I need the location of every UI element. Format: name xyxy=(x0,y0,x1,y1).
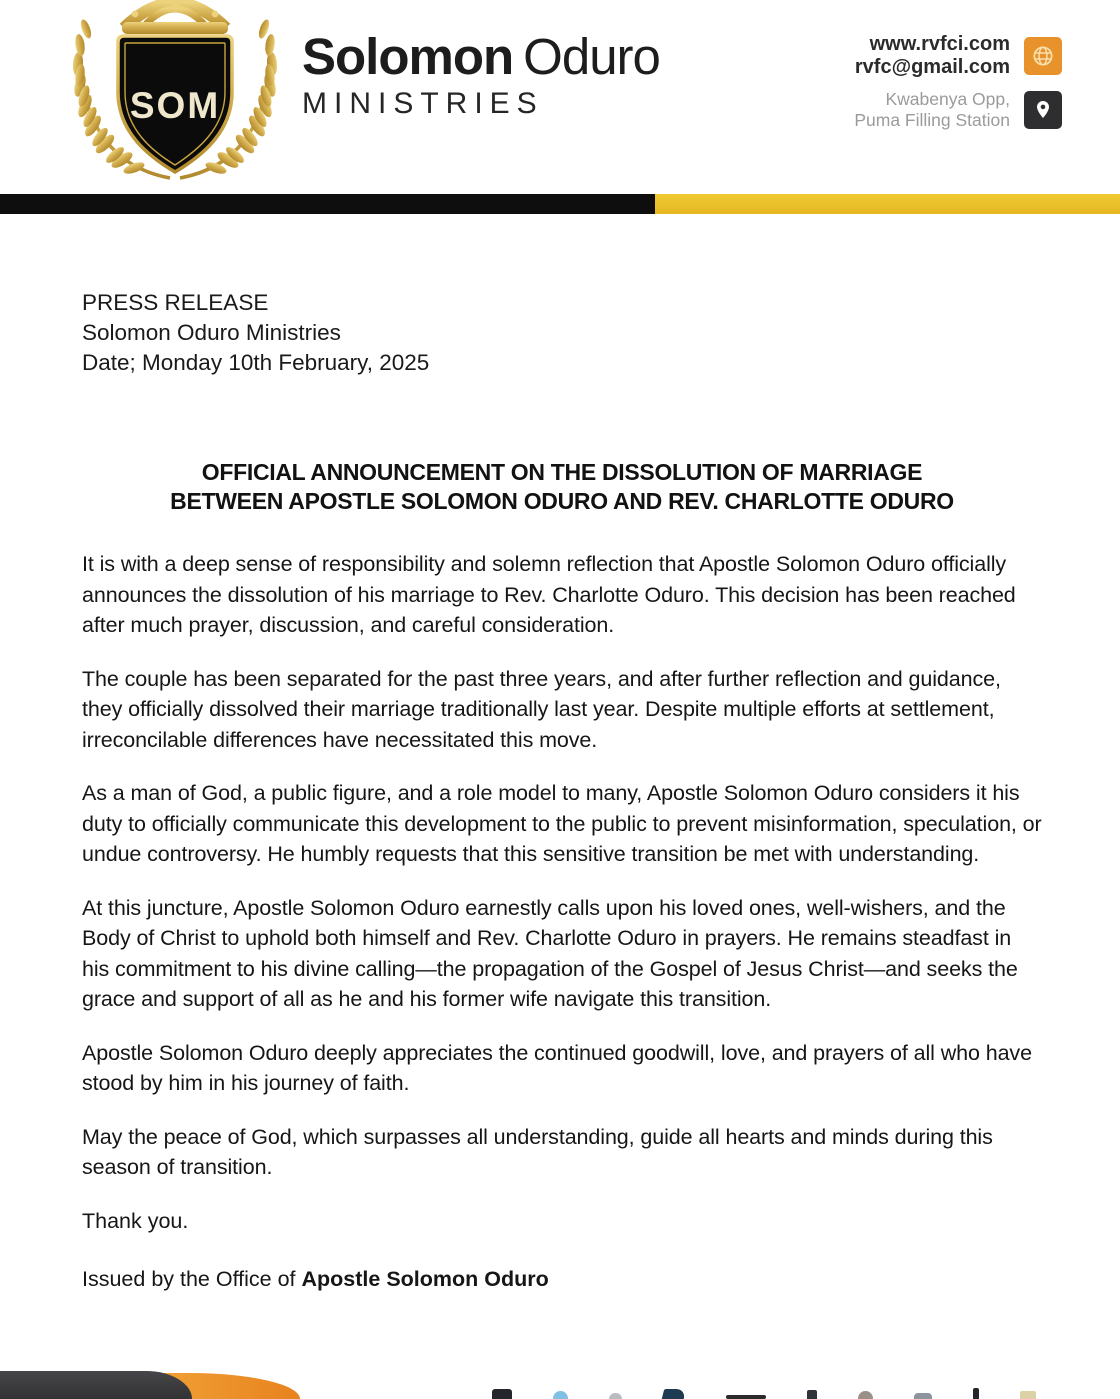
globe-icon xyxy=(1024,37,1062,75)
footer-social-icons-strip xyxy=(492,1387,1036,1399)
announcement-title-line2: BETWEEN APOSTLE SOLOMON ODURO AND REV. CHARLOTTE ODURO xyxy=(170,488,954,514)
paragraph-6: May the peace of God, which surpasses all understanding, guide all hearts and minds during this season of transition. xyxy=(82,1124,993,1179)
partial-footer-icon xyxy=(492,1389,512,1399)
crown-icon xyxy=(122,0,228,34)
closing-thanks: Thank you. xyxy=(82,1208,189,1233)
paragraph-1: It is with a deep sense of responsibility and solemn reflection that Apostle Solomon Oduro officially announces the dissolution of his marriage to Rev. Charlotte Oduro. This decision has been reached after much prayer, discussion, and careful consideration. xyxy=(82,552,1016,637)
announcement-title xyxy=(82,458,1042,516)
header-divider-bar xyxy=(0,194,1120,214)
contact-row-location xyxy=(854,89,1062,131)
contact-row-web xyxy=(854,33,1062,79)
press-release-meta xyxy=(82,288,1042,378)
divider-black-segment xyxy=(0,194,655,214)
partial-footer-icon xyxy=(807,1390,817,1399)
contact-block xyxy=(854,33,1062,131)
website-url: www.rvfci.com xyxy=(869,33,1010,55)
brand-name-secondary: Oduro xyxy=(523,28,660,85)
location-pin-icon xyxy=(1024,91,1062,129)
brand-name-primary: Solomon xyxy=(302,28,514,85)
brand-wordmark xyxy=(302,30,660,121)
logo-monogram: SOM xyxy=(129,85,221,126)
partial-footer-icon xyxy=(973,1388,979,1399)
ministry-crest-logo xyxy=(60,0,290,188)
paragraph-3: As a man of God, a public figure, and a role model to many, Apostle Solomon Oduro considers it his duty to officially communicate this development to the public to prevent misinformation, speculation, or undue controversy. He humbly requests that this sensitive transition be met with understanding. xyxy=(82,781,1042,866)
email-address: rvfc@gmail.com xyxy=(854,56,1010,78)
issued-by-line xyxy=(82,1264,1042,1294)
meta-date: Date; Monday 10th February, 2025 xyxy=(82,350,430,375)
partial-footer-icon xyxy=(1020,1391,1036,1399)
announcement-paragraphs xyxy=(82,549,1042,1183)
partial-footer-icon xyxy=(726,1395,766,1399)
meta-press-release: PRESS RELEASE xyxy=(82,290,269,315)
brand-subtitle: MINISTRIES xyxy=(302,87,544,120)
letter-body xyxy=(82,288,1042,1294)
footer-ribbon xyxy=(0,1371,300,1399)
partial-footer-icon xyxy=(914,1393,932,1399)
footer-ribbon-dark xyxy=(0,1371,192,1399)
divider-gold-segment xyxy=(655,194,1120,214)
address-line-2: Puma Filling Station xyxy=(854,110,1010,130)
announcement-title-line1: OFFICIAL ANNOUNCEMENT ON THE DISSOLUTION OF MARRIAGE xyxy=(201,459,923,485)
issued-by-prefix: Issued by the Office of xyxy=(82,1266,302,1291)
issued-by-name: Apostle Solomon Oduro xyxy=(301,1266,549,1291)
paragraph-2: The couple has been separated for the past three years, and after further reflection and guidance, they officially dissolved their marriage traditionally last year. Despite multiple efforts at settlement, irreconcilable differences have necessitated this move. xyxy=(82,666,1001,752)
paragraph-4: At this juncture, Apostle Solomon Oduro earnestly calls upon his loved ones, well-wishers, and the Body of Christ to uphold both himself and Rev. Charlotte Oduro in prayers. He remains steadfast in his commitment to his divine calling—the propagation of the Gospel of Jesus Christ—and seeks the grace and support of all as he and his former wife navigate this transition. xyxy=(82,895,1018,1011)
shield-icon xyxy=(118,36,232,172)
partial-footer-icon xyxy=(662,1389,686,1399)
meta-ministry-name: Solomon Oduro Ministries xyxy=(82,320,341,345)
paragraph-5: Apostle Solomon Oduro deeply appreciates the continued goodwill, love, and prayers of all who have stood by him in his journey of faith. xyxy=(82,1040,1032,1095)
partial-footer-icon xyxy=(553,1391,568,1399)
address-line-1: Kwabenya Opp, xyxy=(885,89,1010,109)
partial-footer-icon xyxy=(858,1391,873,1399)
partial-footer-icon xyxy=(609,1393,622,1399)
